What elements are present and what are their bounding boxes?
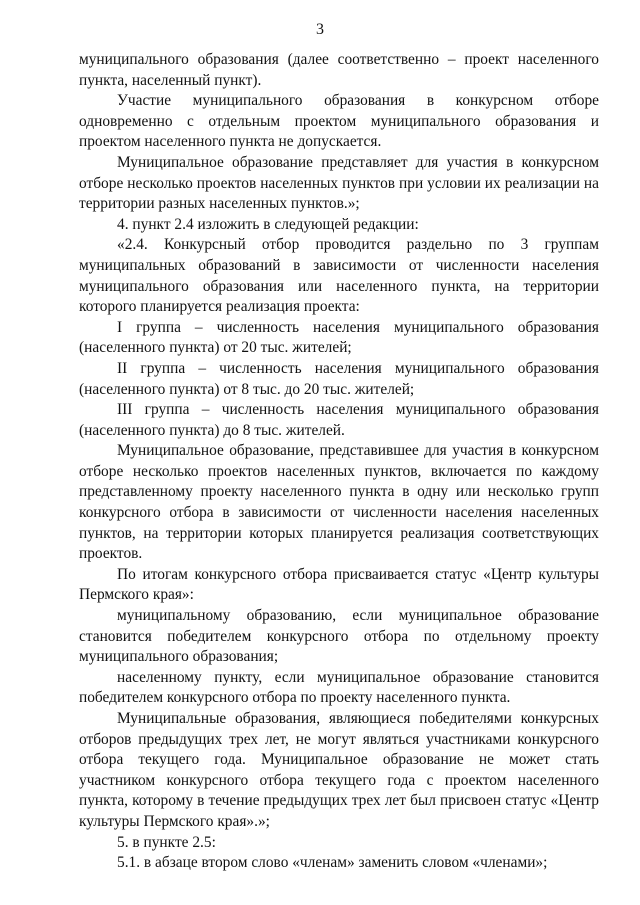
paragraph-group-1: I группа – численность населения муниципального образования (населенного пункта) от 20 тыс. жителей; [79, 318, 599, 357]
paragraph-participation-rule: Участие муниципального образования в конкурсном отборе одновременно с отдельным проектом муниципального образования и проектом населенного пункта не допускается. [79, 92, 599, 151]
paragraph-item-5-1: 5.1. в абзаце втором слово «членам» заменить словом «членами»; [117, 854, 548, 872]
paragraph-item-5: 5. в пункте 2.5: [117, 833, 216, 851]
page-number: 3 [316, 21, 324, 38]
paragraph-group-2: II группа – численность населения муниципального образования (населенного пункта) от 8 тыс. до 20 тыс. жителей; [79, 359, 599, 398]
paragraph-item-4: 4. пункт 2.4 изложить в следующей редакции: [117, 215, 419, 233]
document-body [79, 50, 599, 874]
paragraph-group-inclusion: Муниципальное образование, представившее для участия в конкурсном отборе несколько проектов населенных пунктов, включается по каждому представленному проекту населенного пункта в одну или несколько групп конкурсного отбора в зависимости от численности населения населенных пунктов, на территории которых планируется реализация соответствующих проектов. [79, 442, 599, 563]
paragraph-status-settlement: населенному пункту, если муниципальное образование становится победителем конкурсного отбора по проекту населенного пункта. [79, 668, 599, 707]
paragraph-status-assignment: По итогам конкурсного отбора присваивается статус «Центр культуры Пермского края»: [79, 565, 599, 604]
paragraph-multiple-projects: Муниципальное образование представляет для участия в конкурсном отборе несколько проектов населенных пунктов при условии их реализации на территории разных населенных пунктов.»; [79, 153, 599, 213]
paragraph-clause-2-4: «2.4. Конкурсный отбор проводится раздельно по 3 группам муниципальных образований в зависимости от численности населения муниципального образования или населенного пункта, на территории которого планируется реализация проекта: [79, 236, 599, 316]
paragraph-group-3: III группа – численность населения муниципального образования (населенного пункта) до 8 тыс. жителей. [79, 401, 599, 439]
paragraph-previous-winners: Муниципальные образования, являющиеся победителями конкурсных отборов предыдущих трех лет, не могут являться участниками конкурсного отбора текущего года. Муниципальное образование не может стать участником конкурсного отбора текущего года с проектом населенного пункта, которому в течение предыдущих трех лет был присвоен статус «Центр культуры Пермского края».»; [79, 710, 599, 830]
paragraph-continuation: муниципального образования (далее соответственно – проект населенного пункта, населенный пункт). [79, 51, 599, 89]
paragraph-status-municipality: муниципальному образованию, если муниципальное образование становится победителем конкурсного отбора по отдельному проекту муниципального образования; [79, 607, 599, 666]
